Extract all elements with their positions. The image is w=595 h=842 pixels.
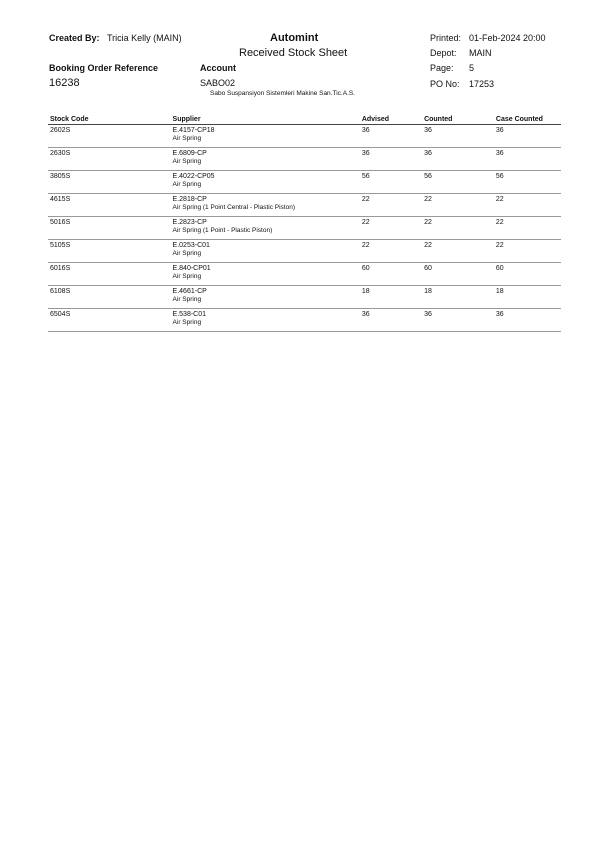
po-label: PO No: [430,79,460,89]
booking-ref-value: 16238 [49,77,80,89]
item-description: Air Spring [172,135,202,142]
header-supplier: Supplier [171,113,360,125]
table-row [48,240,561,263]
created-by-value: Tricia Kelly (MAIN) [107,33,182,43]
item-description: Air Spring [172,181,202,188]
cell-advised: 22 [360,217,422,240]
cell-stock-code: 2602S [48,125,171,148]
cell-advised: 18 [360,286,422,309]
cell-counted: 36 [422,125,494,148]
created-by-label: Created By: [49,33,100,43]
cell-case-counted: 36 [494,309,561,332]
cell-supplier [171,125,360,148]
cell-advised: 36 [360,125,422,148]
cell-supplier [171,148,360,171]
depot-label: Depot: [430,48,457,58]
supplier-code: E.538-C01 [172,311,207,318]
cell-case-counted: 22 [494,194,561,217]
cell-advised: 36 [360,309,422,332]
cell-counted: 22 [422,240,494,263]
cell-advised: 56 [360,171,422,194]
po-value: 17253 [469,79,495,89]
table-header-row [48,113,561,125]
supplier-code: E.4022-CP05 [172,173,215,180]
cell-stock-code: 6016S [48,263,171,286]
cell-stock-code: 2630S [48,148,171,171]
table-row [48,286,561,309]
cell-advised: 36 [360,148,422,171]
supplier-code: E.4661-CP [172,288,207,295]
cell-advised: 22 [360,194,422,217]
cell-supplier [171,286,360,309]
page-label: Page: [430,63,454,73]
table-row [48,125,561,148]
cell-supplier [171,263,360,286]
cell-supplier [171,217,360,240]
table-row [48,194,561,217]
item-description: Air Spring [172,296,202,303]
account-name: Sabo Suspansiyon Sistemleri Makine San.Tic.A.S. [210,90,355,97]
cell-stock-code: 6108S [48,286,171,309]
cell-counted: 22 [422,217,494,240]
cell-stock-code: 4615S [48,194,171,217]
cell-supplier [171,309,360,332]
booking-ref-label: Booking Order Reference [49,63,159,73]
stock-table [48,113,561,332]
supplier-code: E.840-CP01 [172,265,211,272]
depot-value: MAIN [469,48,492,58]
cell-counted: 22 [422,194,494,217]
cell-stock-code: 5105S [48,240,171,263]
item-description: Air Spring [172,250,202,257]
printed-label: Printed: [430,33,462,43]
item-description: Air Spring [172,158,202,165]
company-name: Automint [270,32,319,44]
cell-counted: 36 [422,148,494,171]
item-description: Air Spring (1 Point - Plastic Piston) [172,227,273,234]
header-counted: Counted [422,113,494,125]
cell-supplier [171,240,360,263]
item-description: Air Spring [172,273,202,280]
header-advised: Advised [360,113,422,125]
table-row [48,309,561,332]
supplier-code: E.2823-CP [172,219,207,226]
cell-stock-code: 3805S [48,171,171,194]
cell-counted: 18 [422,286,494,309]
cell-case-counted: 60 [494,263,561,286]
supplier-code: E.4157-CP18 [172,127,215,134]
cell-counted: 36 [422,309,494,332]
table-row [48,263,561,286]
cell-case-counted: 18 [494,286,561,309]
cell-case-counted: 36 [494,148,561,171]
cell-counted: 56 [422,171,494,194]
supplier-code: E.2818-CP [172,196,207,203]
page-value: 5 [469,63,475,73]
supplier-code: E.6809-CP [172,150,207,157]
header-case-counted: Case Counted [494,113,561,125]
item-description: Air Spring (1 Point Central - Plastic Piston) [172,204,296,211]
cell-stock-code: 5016S [48,217,171,240]
cell-counted: 60 [422,263,494,286]
cell-case-counted: 22 [494,240,561,263]
item-description: Air Spring [172,319,202,326]
table-row [48,217,561,240]
cell-case-counted: 22 [494,217,561,240]
header-stock-code: Stock Code [48,113,171,125]
table-row [48,171,561,194]
account-code: SABO02 [200,78,236,88]
cell-advised: 22 [360,240,422,263]
cell-stock-code: 6504S [48,309,171,332]
account-label: Account [200,63,236,73]
printed-value: 01-Feb-2024 20:00 [469,33,546,43]
sheet-title: Received Stock Sheet [239,47,348,59]
cell-supplier [171,194,360,217]
cell-case-counted: 56 [494,171,561,194]
cell-supplier [171,171,360,194]
table-row [48,148,561,171]
supplier-code: E.0253-C01 [172,242,210,249]
cell-advised: 60 [360,263,422,286]
cell-case-counted: 36 [494,125,561,148]
